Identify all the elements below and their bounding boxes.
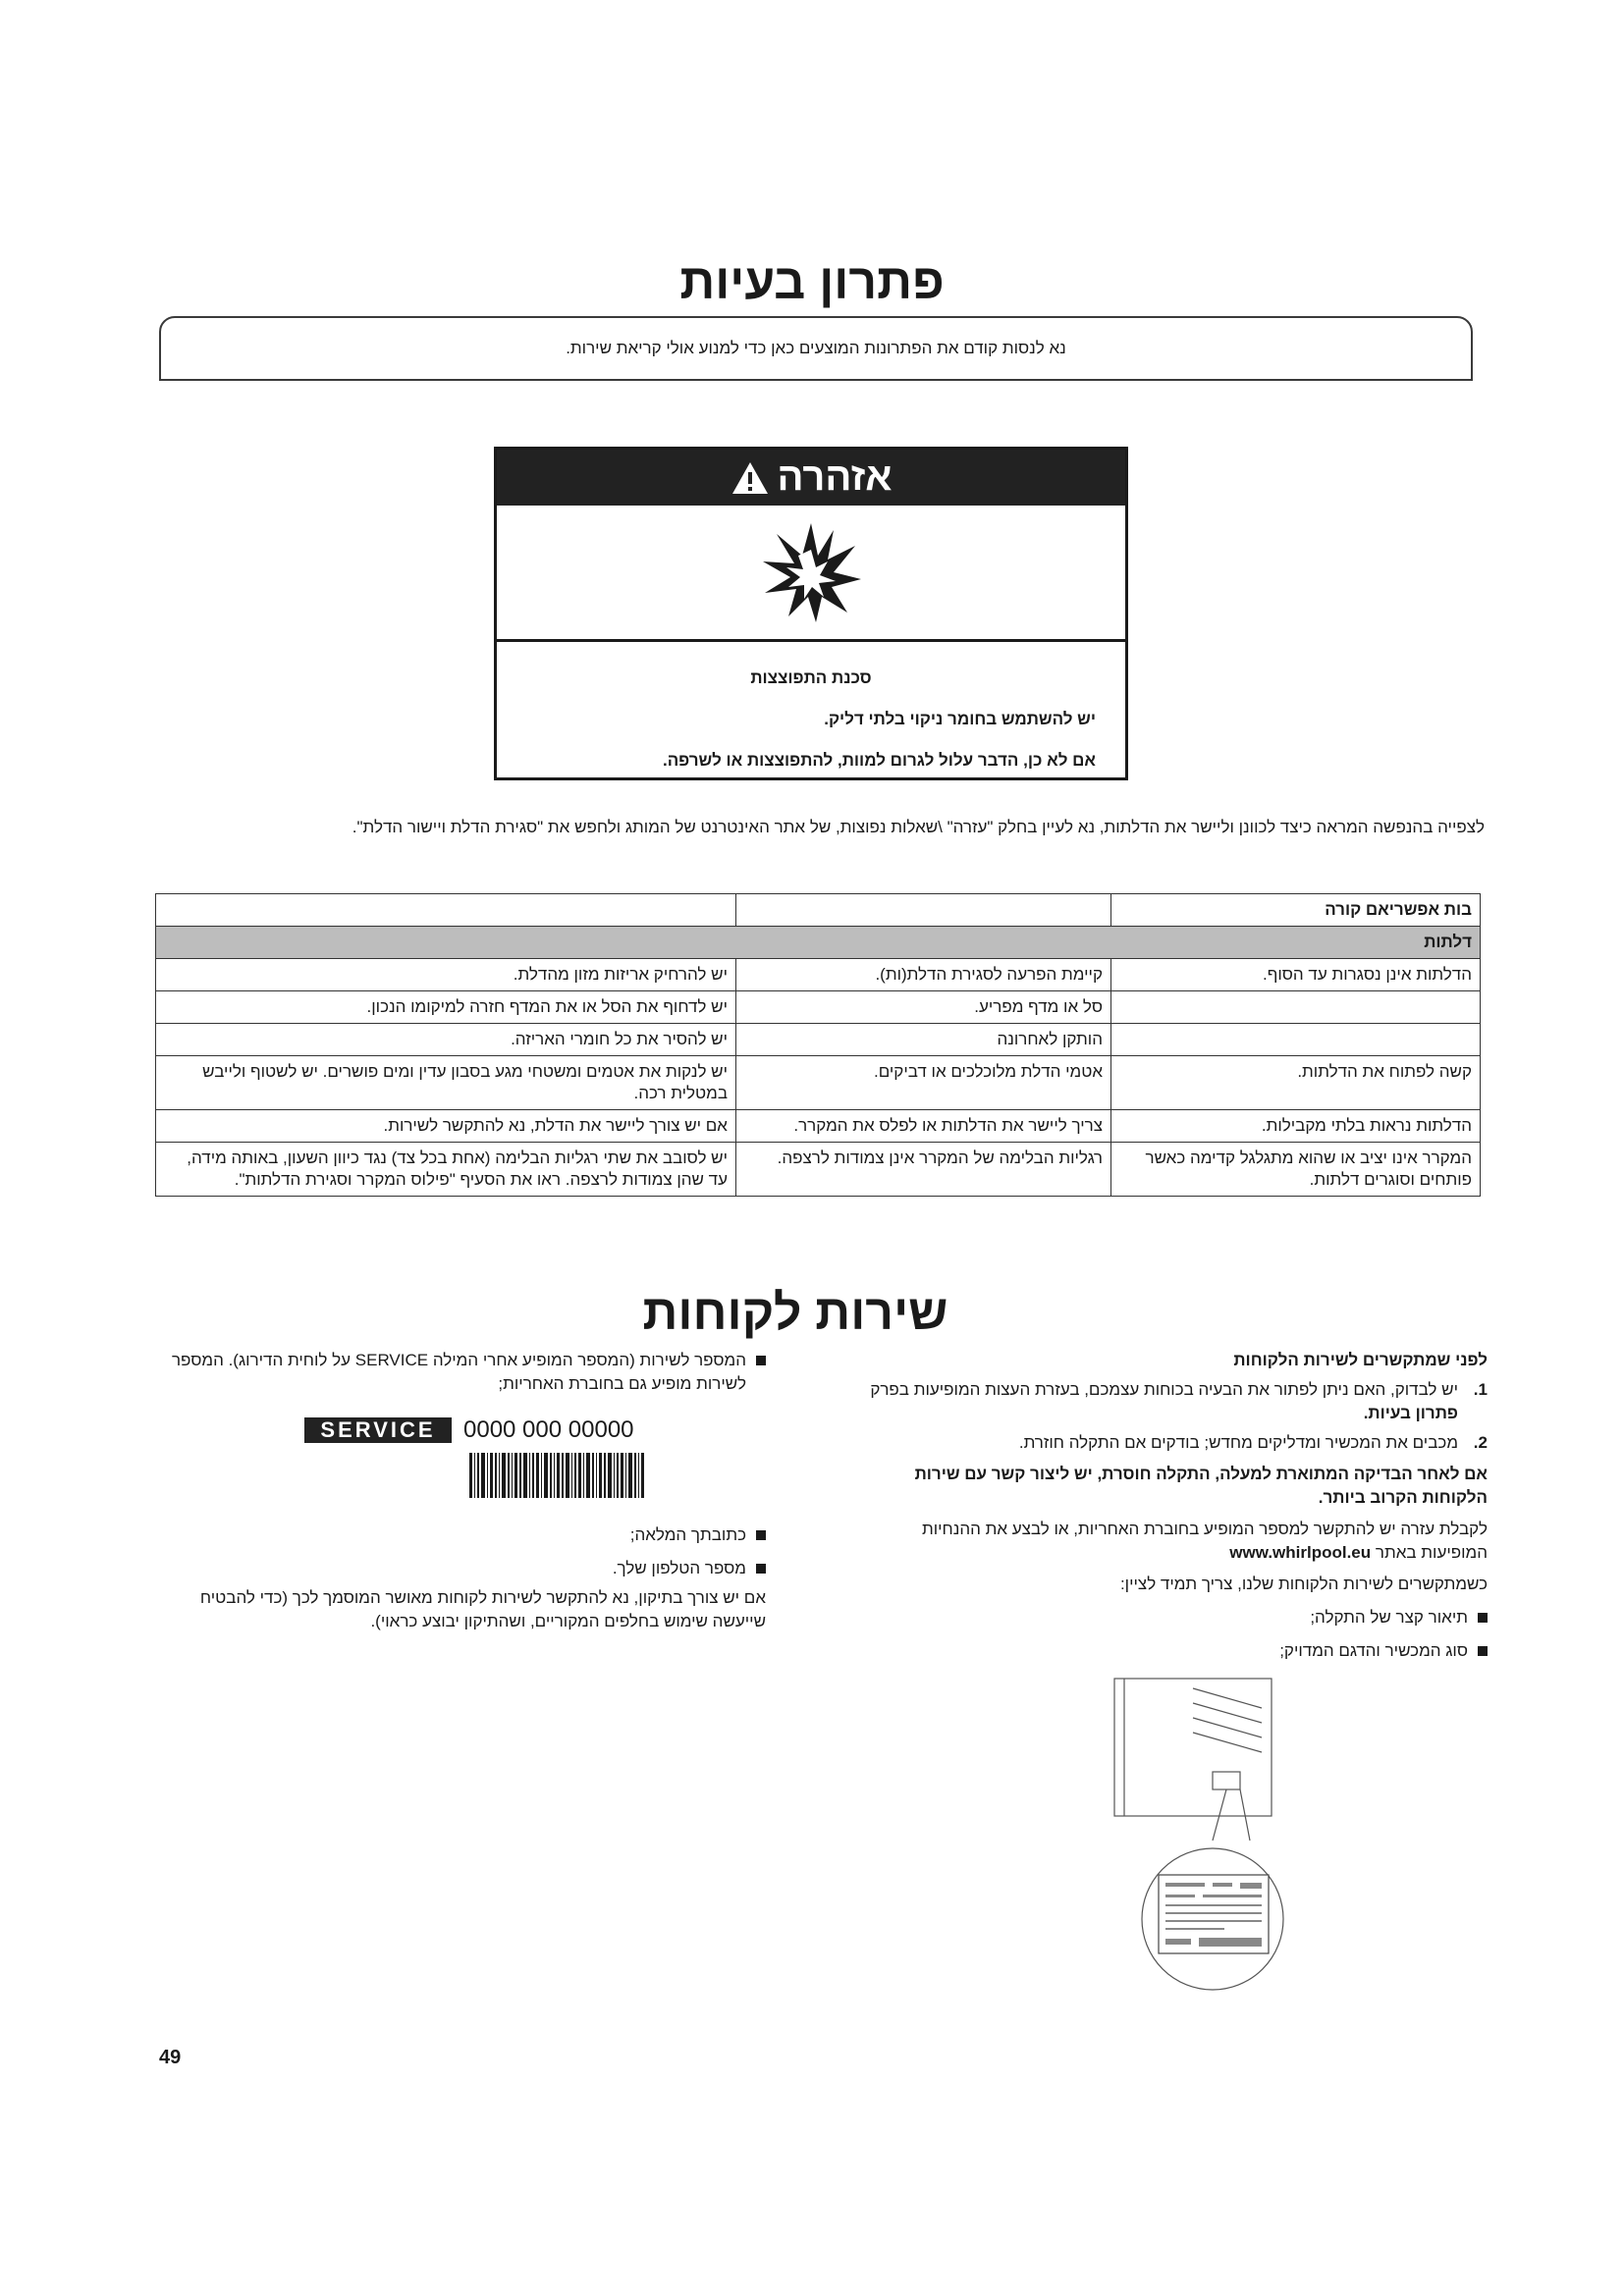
step-number: 2. — [1473, 1433, 1488, 1452]
service-right-column — [859, 1349, 1488, 1663]
table-row — [156, 1110, 1481, 1143]
step-text: מכבים את המכשיר ומדליקים מחדש; בודקים אם התקלה חוזרת. — [1018, 1433, 1458, 1452]
before-calling-heading: לפני שמתקשרים לשירות הלקוחות — [1233, 1351, 1488, 1369]
table-cell-problem: קשה לפתוח את הדלתות. — [1111, 1056, 1481, 1110]
table-cell-cause: צריך ליישר את הדלתות או לפלס את המקרר. — [736, 1110, 1111, 1143]
table-row — [156, 959, 1481, 991]
table-row — [156, 1056, 1481, 1110]
bullet-square-icon — [1478, 1613, 1488, 1623]
table-cell-solution: יש לדחוף את הסל או את המדף חזרה למיקומו הנכון. — [156, 991, 736, 1024]
table-cell-problem: המקרר אינו יציב או שהוא מתגלגל קדימה כאשר פותחים וסוגרים דלתות. — [1111, 1143, 1481, 1197]
page-title: פתרון בעיות — [679, 254, 945, 309]
list-item — [859, 1606, 1488, 1629]
table-cell-cause: הותקן לאחרונה — [736, 1024, 1111, 1056]
table-cell-cause: סל או מדף מפריע. — [736, 991, 1111, 1024]
table-cell-solution: יש להרחיק אריזות מזון מהדלת. — [156, 959, 736, 991]
step-item — [859, 1378, 1488, 1425]
list-item — [859, 1639, 1488, 1663]
list-item-text: כתובתך המלאה; — [629, 1525, 746, 1544]
list-item — [157, 1523, 766, 1547]
fridge-rating-plate-illustration — [1065, 1669, 1360, 1993]
warning-box — [494, 447, 1128, 780]
table-header-row — [156, 894, 1481, 927]
intro-box: נא לנסות קודם את הפתרונות המוצעים כאן כדי למנוע אולי קריאת שירות. — [159, 316, 1473, 381]
table-section-doors: דלתות — [156, 927, 1481, 959]
bullet-square-icon — [756, 1356, 766, 1365]
step-number: 1. — [1473, 1380, 1488, 1399]
table-cell-cause: רגליות הבלימה של המקרר אינן צמודות לרצפה. — [736, 1143, 1111, 1197]
repair-note: אם יש צורך בתיקון, נא להתקשר לשירות לקוחות מאושר המוסמך לכך (כדי להבטיח שייעשה שימוש בחלפים המקוריים, ושהתיקון יבוצע כראוי). — [199, 1588, 766, 1630]
troubleshooting-table — [155, 893, 1481, 1197]
step-item — [859, 1431, 1488, 1455]
table-row — [156, 1143, 1481, 1197]
website-link[interactable]: www.whirlpool.eu — [1229, 1543, 1372, 1562]
warning-line-instruction: יש להשתמש בחומר ניקוי בלתי דליק. — [824, 710, 1096, 728]
bullet-square-icon — [1478, 1646, 1488, 1656]
page-number: 49 — [159, 2047, 182, 2068]
table-cell-cause: אטמי הדלת מלוכלכים או דביקים. — [736, 1056, 1111, 1110]
bullet-square-icon — [756, 1564, 766, 1574]
table-row — [156, 991, 1481, 1024]
table-header-solution — [156, 894, 736, 927]
table-cell-problem: הדלתות אינן נסגרות עד הסוף. — [1111, 959, 1481, 991]
service-number: 0000 000 00000 — [463, 1416, 634, 1443]
service-title: שירות לקוחות — [642, 1285, 948, 1340]
table-cell-cause: קיימת הפרעה לסגירת הדלת(ות). — [736, 959, 1111, 991]
barcode-icon — [469, 1453, 646, 1498]
list-item-text: המספר לשירות (המספר המופיע אחרי המילה SERVICE על לוחית הדירוג). המספר לשירות מופיע גם בחוברת האחריות; — [171, 1351, 746, 1393]
table-cell-problem — [1111, 991, 1481, 1024]
table-cell-solution: יש לנקות את אטמים ומשטחי מגע בסבון עדין ומים פושרים. יש לשטוף ולייבש במטלית רכה. — [156, 1056, 736, 1110]
table-cell-solution: יש לסובב את שתי רגליות הבלימה (אחת בכל צד) נגד כיוון השעון, באותה מידה, עד שהן צמודות לרצפה. ראו את הסעיף "פילוס המקרר וסגירת הדלתות". — [156, 1143, 736, 1197]
service-label-sticker — [304, 1417, 648, 1516]
warning-triangle-icon — [731, 460, 770, 496]
contact-intro: כשמתקשרים לשירות הלקוחות שלנו, צריך תמיד לציין: — [1119, 1575, 1488, 1593]
door-alignment-paragraph: לצפייה בהנפשה המראה כיצד לכוונן וליישר את הדלתות, נא לעיין בחלק "עזרה" \שאלות נפוצות, של אתר האינטרנט של המותג ולחפש את "סגירת הדלת ויישור הדלת". — [352, 818, 1485, 836]
table-section-row — [156, 927, 1481, 959]
help-text: לקבלת עזרה יש להתקשר למספר המופיע בחוברת האחריות, או לבצע את ההנחיות המופיעות באתר — [921, 1520, 1488, 1562]
bullet-square-icon — [756, 1530, 766, 1540]
list-item — [157, 1557, 766, 1580]
step-text-bold: פתרון בעיות. — [1363, 1404, 1458, 1422]
service-bold-note: אם לאחר הבדיקה המתוארת למעלה, התקלה חוסרת, יש ליצור קשר עם שירות הלקוחות הקרוב ביותר. — [914, 1465, 1488, 1507]
explosion-icon — [757, 518, 865, 626]
list-item-text: מספר הטלפון שלך. — [612, 1559, 746, 1577]
table-cell-solution: יש להסיר את כל חומרי האריזה. — [156, 1024, 736, 1056]
table-cell-problem: הדלתות נראות בלתי מקבילות. — [1111, 1110, 1481, 1143]
table-header-problem: בות אפשריאם קורה — [1111, 894, 1481, 927]
warning-line-hazard: סכנת התפוצצות — [750, 668, 872, 687]
warning-header — [497, 450, 1125, 506]
table-cell-solution: אם יש צורך ליישר את הדלת, נא להתקשר לשירות. — [156, 1110, 736, 1143]
list-item — [157, 1349, 766, 1396]
table-cell-problem — [1111, 1024, 1481, 1056]
table-header-cause — [736, 894, 1111, 927]
warning-line-consequence: אם לא כן, הדבר עלול לגרום למוות, להתפוצצות או לשרפה. — [662, 751, 1096, 770]
service-badge: SERVICE — [304, 1417, 452, 1443]
list-item-text: תיאור קצר של התקלה; — [1310, 1608, 1468, 1627]
list-item-text: סוג המכשיר והדגם המדויק; — [1279, 1641, 1468, 1660]
step-text: יש לבדוק, האם ניתן לפתור את הבעיה בכוחות עצמכם, בעזרת העצות המופיעות בפרק — [870, 1380, 1458, 1399]
warning-title: אזהרה — [777, 455, 893, 499]
table-row — [156, 1024, 1481, 1056]
